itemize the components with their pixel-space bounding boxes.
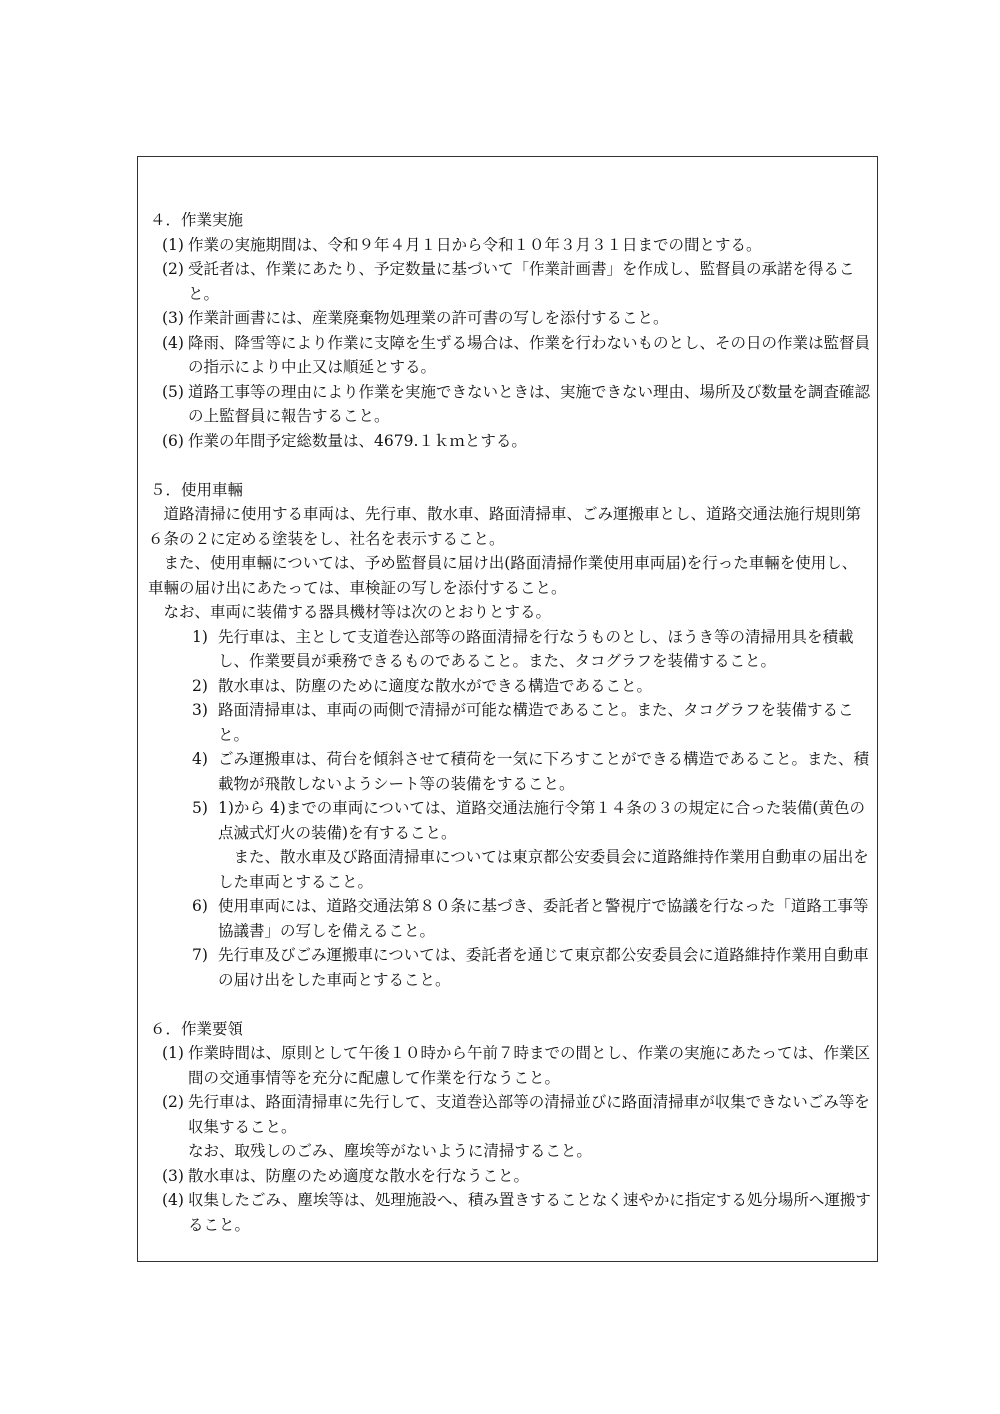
s5-paragraph-1: 道路清掃に使用する車両は、先行車、散水車、路面清掃車、ごみ運搬車とし、道路交通法施行規則第６条の２に定める塗装をし、社名を表示すること。 — [148, 505, 862, 548]
s4-item-1 — [148, 233, 872, 258]
item-number: 6) — [192, 897, 208, 915]
item-text: 作業の年間予定総数量は、4679.１ｋｍとする。 — [188, 431, 527, 450]
item-number: 3) — [192, 701, 208, 719]
item-text: 先行車及びごみ運搬車については、委託者を通じて東京都公安委員会に道路維持作業用自動車の届け出をした車両とすること。 — [218, 946, 869, 989]
section-6-heading: ６．作業要領 — [150, 1019, 244, 1038]
item-number: 1) — [192, 627, 208, 646]
s6-item-3 — [148, 1164, 872, 1189]
item-text: 作業時間は、原則として午後１０時から午前７時までの間とし、作業の実施にあたっては、作業区間の交通事情等を充分に配慮して作業を行なうこと。 — [188, 1044, 871, 1087]
s5-paragraph-2: また、使用車輛については、予め監督員に届け出(路面清掃作業使用車両届)を行った車輛を使用し、車輛の届け出にあたっては、車検証の写しを添付すること。 — [148, 554, 858, 597]
item-number: (2) — [162, 1093, 184, 1111]
section-gap — [148, 453, 872, 478]
document-body — [148, 208, 872, 1237]
section-gap — [148, 992, 872, 1017]
s5-item-5 — [148, 796, 872, 845]
s4-item-3 — [148, 306, 872, 331]
item-text: 作業の実施期間は、令和９年４月１日から令和１０年３月３１日までの間とする。 — [188, 235, 762, 254]
item-text: 道路工事等の理由により作業を実施できないときは、実施できない理由、場所及び数量を調査確認の上監督員に報告すること。 — [188, 382, 871, 425]
item-text: 作業計画書には、産業廃棄物処理業の許可書の写しを添付すること。 — [188, 309, 669, 327]
item-number: (2) — [162, 260, 184, 278]
item-text: 使用車両には、道路交通法第８０条に基づき、委託者と警視庁で協議を行なった「道路工事等協議書」の写しを備えること。 — [218, 897, 869, 940]
item-text: 路面清掃車は、車両の両側で清掃が可能な構造であること。また、タコグラフを装備すること。 — [218, 701, 854, 744]
item-number: 2) — [192, 676, 208, 695]
item-number: 4) — [192, 750, 208, 768]
item-number: 5) — [192, 799, 208, 817]
s4-item-5 — [148, 380, 872, 429]
s5-item-5-note: また、散水車及び路面清掃車については東京都公安委員会に道路維持作業用自動車の届出をした車両とすること。 — [218, 848, 869, 891]
s5-item-4 — [148, 747, 872, 796]
item-text: 散水車は、防塵のために適度な散水ができる構造であること。 — [218, 676, 653, 695]
item-number: (6) — [162, 431, 184, 450]
s4-item-6 — [148, 429, 872, 454]
section-5-heading: ５．使用車輛 — [150, 480, 244, 499]
item-number: (1) — [162, 235, 184, 254]
item-text: ごみ運搬車は、荷台を傾斜させて積荷を一気に下ろすことができる構造であること。また、積載物が飛散しないようシート等の装備をすること。 — [218, 750, 870, 793]
s5-item-2 — [148, 674, 872, 699]
item-number: 7) — [192, 946, 208, 964]
s5-item-6 — [148, 894, 872, 943]
s5-item-1 — [148, 625, 872, 674]
s4-item-4 — [148, 331, 872, 380]
s6-item-1 — [148, 1041, 872, 1090]
item-text: 受託者は、作業にあたり、予定数量に基づいて「作業計画書」を作成し、監督員の承諾を得ること。 — [188, 260, 855, 303]
item-number: (4) — [162, 333, 184, 352]
section-4-heading: ４．作業実施 — [150, 211, 244, 229]
item-text: 1)から 4)までの車両については、道路交通法施行令第１４条の３の規定に合った装備(黄色の点滅式灯火の装備)を有すること。 — [218, 799, 865, 842]
s5-item-3 — [148, 698, 872, 747]
item-text: 収集したごみ、塵埃等は、処理施設へ、積み置きすることなく速やかに指定する処分場所へ運搬すること。 — [188, 1191, 871, 1234]
item-number: (3) — [162, 1166, 184, 1185]
s5-paragraph-3: なお、車両に装備する器具機材等は次のとおりとする。 — [163, 603, 552, 621]
item-number: (3) — [162, 309, 184, 327]
item-number: (5) — [162, 382, 184, 401]
item-text: 先行車は、路面清掃車に先行して、支道巻込部等の清掃並びに路面清掃車が収集できないごみ等を収集すること。 — [188, 1093, 870, 1136]
s6-item-2-note: なお、取残しのごみ、塵埃等がないように清掃すること。 — [188, 1142, 592, 1160]
item-text: 散水車は、防塵のため適度な散水を行なうこと。 — [188, 1166, 530, 1185]
item-text: 降雨、降雪等により作業に支障を生ずる場合は、作業を行わないものとし、その日の作業は監督員の指示により中止又は順延とする。 — [188, 333, 871, 376]
item-number: (1) — [162, 1044, 184, 1062]
item-number: (4) — [162, 1191, 184, 1209]
s4-item-2 — [148, 257, 872, 306]
s6-item-4 — [148, 1188, 872, 1237]
s6-item-2 — [148, 1090, 872, 1139]
s5-item-7 — [148, 943, 872, 992]
item-text: 先行車は、主として支道巻込部等の路面清掃を行なうものとし、ほうき等の清掃用具を積載し、作業要員が乗務できるものであること。また、タコグラフを装備すること。 — [218, 627, 854, 670]
